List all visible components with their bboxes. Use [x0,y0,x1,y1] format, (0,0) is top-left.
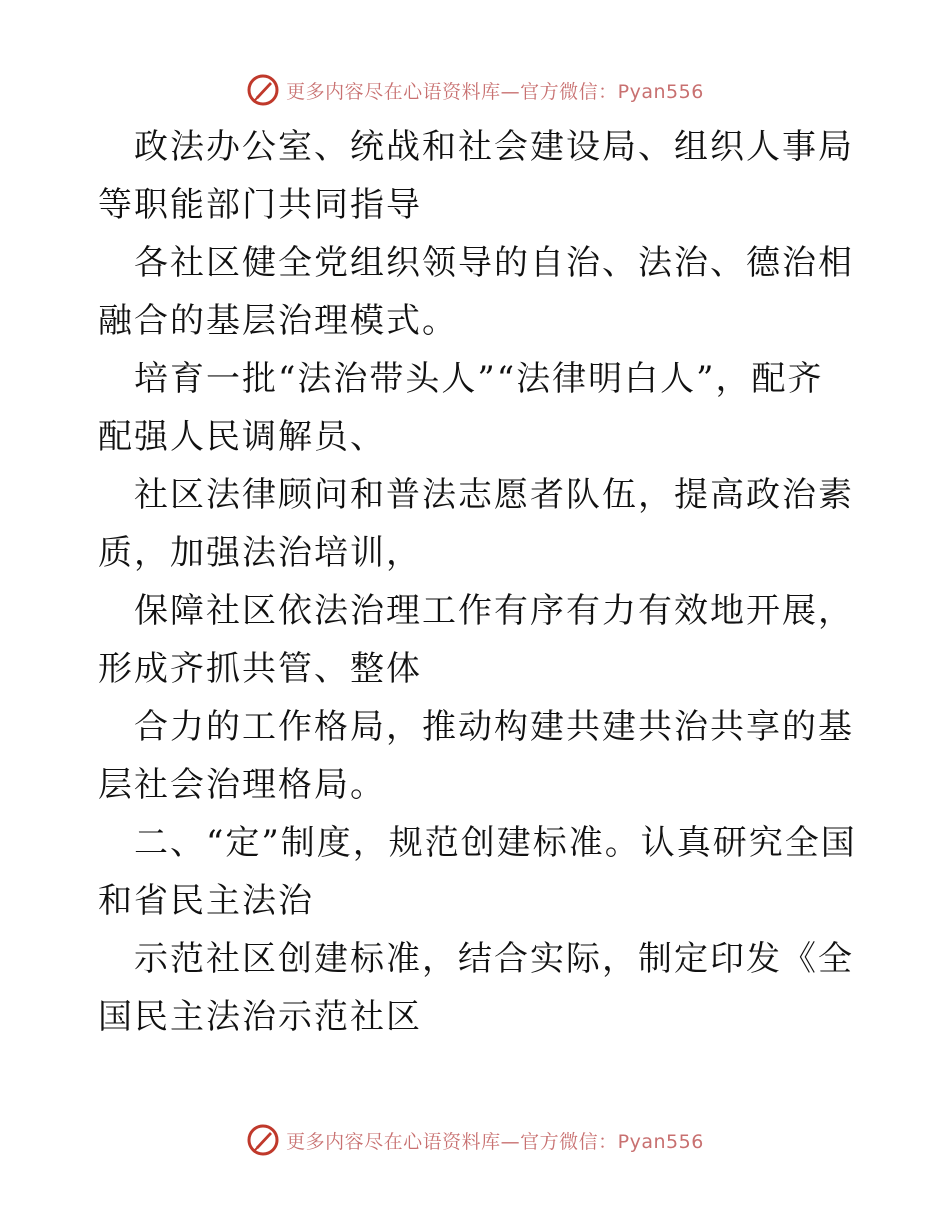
paragraph: 示范社区创建标准，结合实际，制定印发《全国民主法治示范社区 [98,939,854,1037]
document-body [98,118,858,1046]
paragraph: 政法办公室、统战和社会建设局、组织人事局等职能部门共同指导 [98,127,854,225]
paragraph: 培育一批“法治带头人”“法律明白人”，配齐配强人民调解员、 [98,359,824,457]
quill-logo-icon [246,73,280,107]
paragraph: 社区法律顾问和普法志愿者队伍，提高政治素质，加强法治培训， [98,475,854,573]
header-watermark [0,70,950,110]
paragraph: 各社区健全党组织领导的自治、法治、德治相融合的基层治理模式。 [98,243,854,341]
paragraph: 合力的工作格局，推动构建共建共治共享的基层社会治理格局。 [98,707,854,805]
watermark-text: 更多内容尽在心语资料库—官方微信：Pyan556 [286,80,704,103]
paragraph: 二、“定”制度，规范创建标准。认真研究全国和省民主法治 [98,823,857,921]
watermark-text: 更多内容尽在心语资料库—官方微信：Pyan556 [286,1130,704,1153]
paragraph: 保障社区依法治理工作有序有力有效地开展，形成齐抓共管、整体 [98,591,854,689]
quill-logo-icon [246,1123,280,1157]
footer-watermark [0,1120,950,1160]
